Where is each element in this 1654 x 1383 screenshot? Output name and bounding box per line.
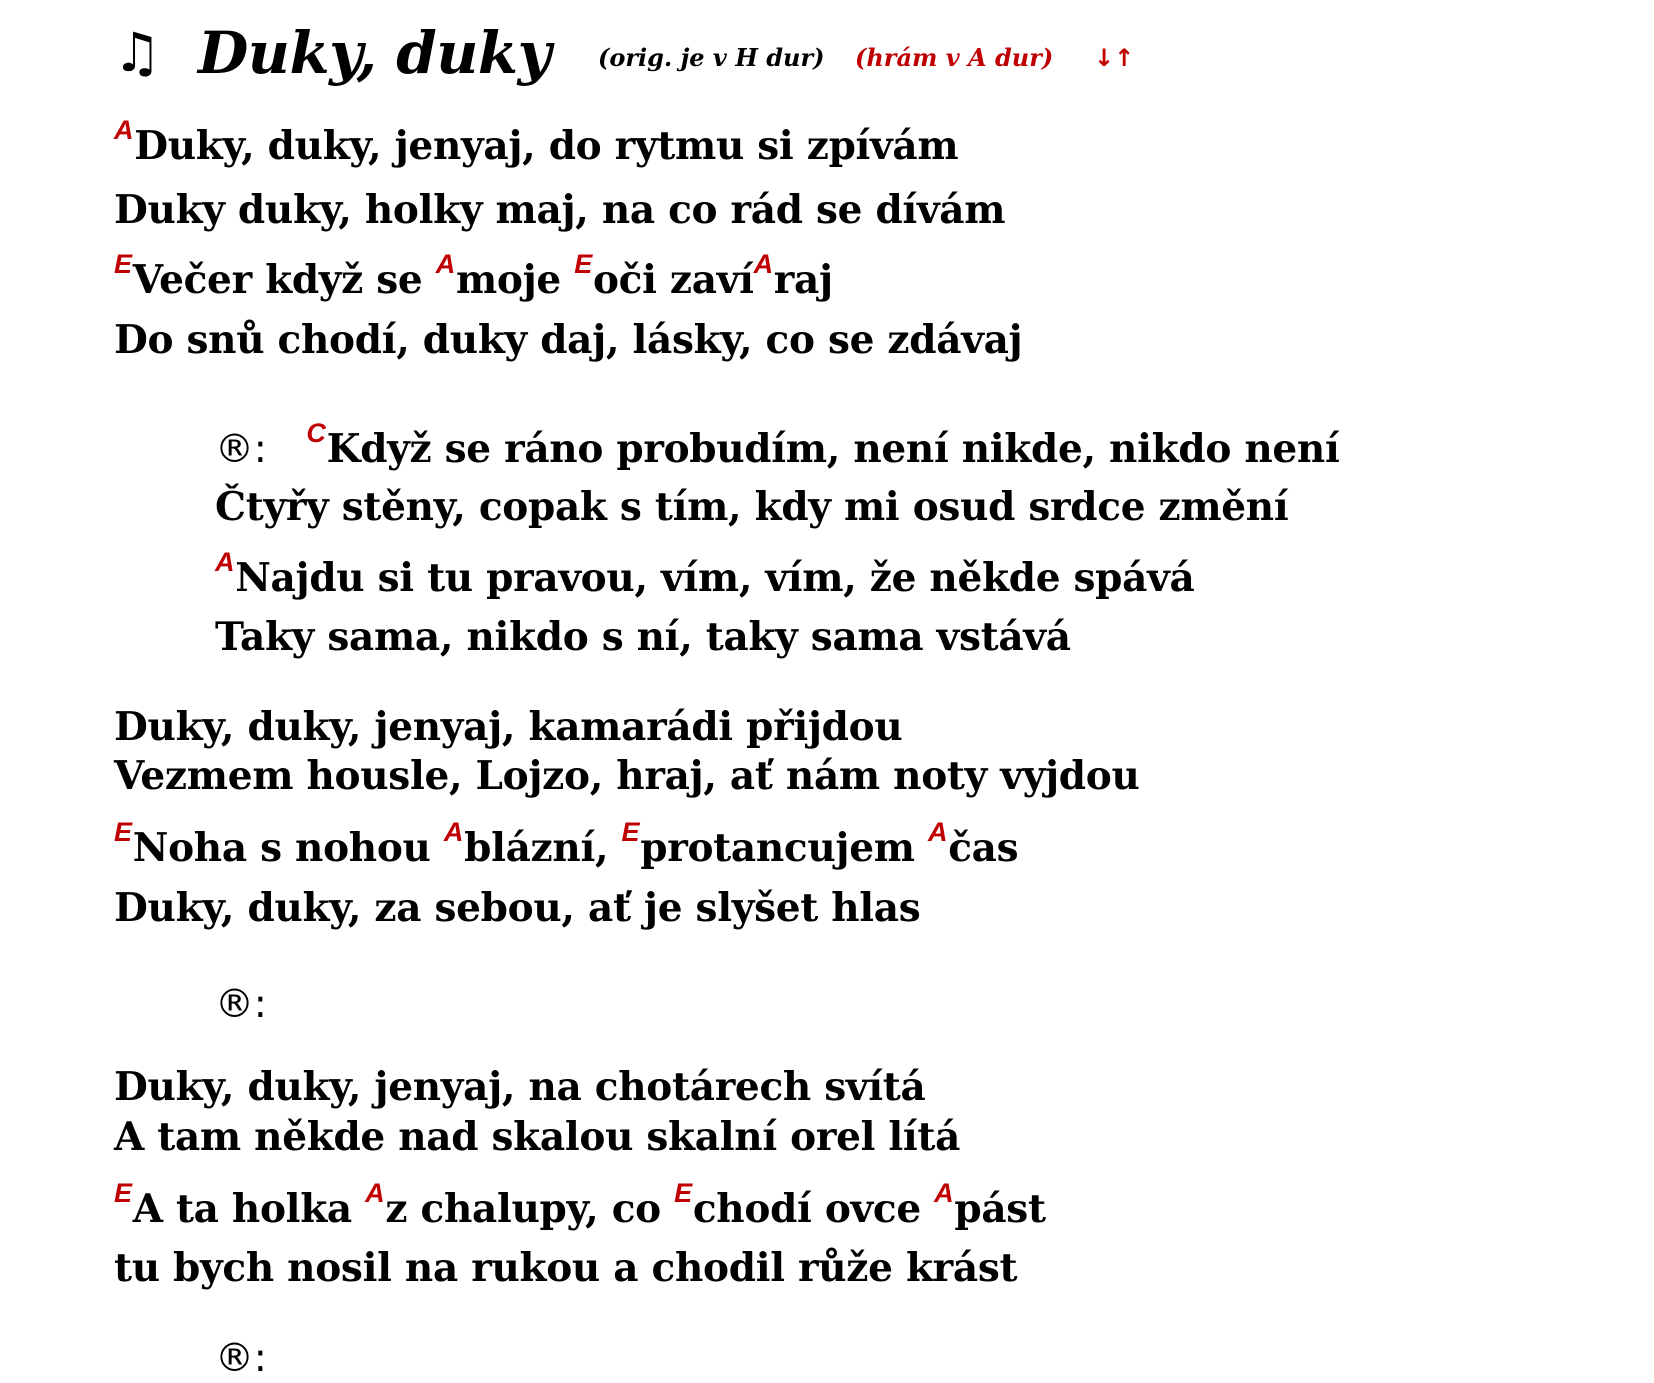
chord: E	[114, 1178, 132, 1208]
chorus-marker: ®:	[215, 1336, 267, 1381]
verse3-line2	[114, 1113, 960, 1161]
chord: E	[674, 1178, 692, 1208]
lyric-text: Duky, duky, jenyaj, kamarádi přijdou	[114, 704, 903, 750]
chord: E	[621, 817, 640, 847]
lyric-text: tu bych nosil na rukou a chodil růže krást	[114, 1245, 1018, 1291]
lyric-text: Když se ráno probudím, není nikde, nikdo není	[326, 426, 1340, 472]
verse1-line3	[114, 249, 833, 308]
lyric-text: Duky, duky, za sebou, ať je slyšet hlas	[114, 885, 921, 931]
chorus-marker: ®:	[215, 427, 267, 472]
chord: A	[114, 115, 134, 145]
song-title: Duky, duky	[198, 19, 551, 87]
lyric-text: Do snů chodí, duky daj, lásky, co se zdávaj	[114, 317, 1023, 363]
chorus-line2	[215, 483, 1288, 531]
chord: A	[215, 547, 235, 577]
music-note-icon: ♫	[113, 21, 162, 84]
verse3-line3	[114, 1178, 1046, 1237]
lyric-text: raj	[773, 257, 833, 303]
transpose-arrows-icon[interactable]: ↓↑	[1094, 44, 1135, 72]
lyric-text: chodí ovce	[692, 1186, 935, 1232]
lyric-text: Najdu si tu pravou, vím, vím, že někde spává	[235, 555, 1195, 601]
played-key: (hrám v A dur)	[855, 43, 1054, 72]
verse2-line4	[114, 884, 920, 932]
chorus-line4	[215, 613, 1071, 661]
verse1-line2	[114, 186, 1005, 234]
chord: E	[114, 817, 132, 847]
lyric-text: Duky duky, holky maj, na co rád se dívám	[114, 187, 1006, 233]
verse1-line4	[114, 316, 1022, 364]
lyric-text: Večer když se	[132, 257, 436, 303]
lyric-text: Duky, duky, jenyaj, na chotárech svítá	[114, 1064, 926, 1110]
chorus-reference	[215, 1334, 267, 1383]
original-key: (orig. je v H dur)	[598, 43, 825, 72]
chord: A	[753, 249, 773, 279]
chord: E	[114, 249, 132, 279]
lyric-text: čas	[948, 825, 1019, 871]
lyric-text: moje	[455, 257, 575, 303]
lyric-text: Duky, duky, jenyaj, do rytmu si zpívám	[134, 123, 959, 169]
chord: E	[574, 249, 592, 279]
lyric-text: Vezmem housle, Lojzo, hraj, ať nám noty vyjdou	[114, 753, 1140, 799]
chorus-line1	[215, 418, 1340, 477]
lyric-text: protancujem	[640, 825, 928, 871]
chord: A	[934, 1178, 954, 1208]
verse2-line1	[114, 703, 902, 751]
chord: C	[306, 418, 326, 448]
verse2-line2	[114, 752, 1140, 800]
verse3-line1	[114, 1063, 925, 1111]
lyric-text: A ta holka	[132, 1186, 366, 1232]
chord: A	[365, 1178, 385, 1208]
chord: A	[443, 817, 464, 847]
lyric-text: blázní,	[464, 825, 622, 871]
lyric-text: pást	[954, 1186, 1046, 1232]
lyric-text: z chalupy, co	[385, 1186, 675, 1232]
lyric-text: A tam někde nad skalou skalní orel lítá	[114, 1114, 961, 1160]
verse3-line4	[114, 1244, 1017, 1292]
chord: A	[435, 249, 455, 279]
lyric-text: Noha s nohou	[132, 825, 444, 871]
lyric-text: oči zaví	[592, 257, 754, 303]
chorus-line3	[215, 547, 1195, 606]
chorus-reference	[215, 980, 267, 1029]
chord: A	[928, 817, 948, 847]
lyric-text: Čtyřy stěny, copak s tím, kdy mi osud srdce změní	[215, 484, 1289, 530]
lyric-text: Taky sama, nikdo s ní, taky sama vstává	[215, 614, 1071, 660]
chorus-marker: ®:	[215, 982, 267, 1027]
verse2-line3	[114, 817, 1019, 876]
verse1-line1	[114, 115, 959, 174]
